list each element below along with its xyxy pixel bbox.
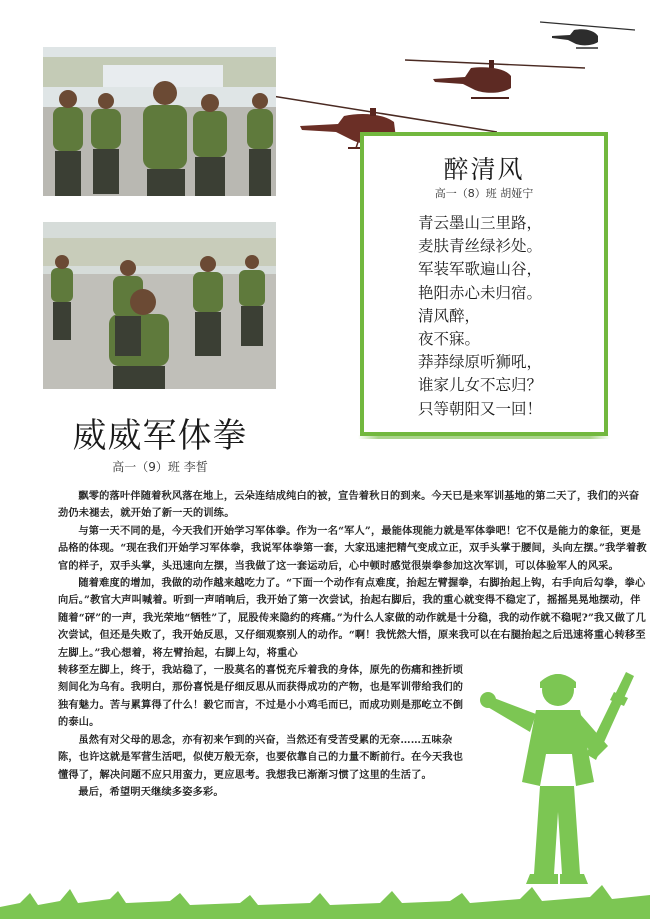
poem-line: 谁家儿女不忘归？ (418, 376, 543, 395)
drill-photo-top (43, 47, 276, 196)
helicopter-icon (405, 46, 585, 108)
helicopter-icon (540, 16, 635, 50)
poem-lines (418, 212, 594, 421)
poem-line: 清风醉， (418, 306, 481, 325)
article-paragraph: 与第一天不同的是，今天我们开始学习军体拳。作为一名“军人”，最能体现能力就是军体拳吧！它不仅是能力的象征，更是品格的体现。“现在我们开始学习军体拳，我说军体拳第一套，大家迅速把精气变成立正，双手头掌于腰间，头向左摆。”我学着教官的样子，双手头掌，头迅速向左摆，当我做了这一套运动后，心中顿时感觉很崇拳参加这次军训，可以体验军人的风采。 (58, 524, 647, 572)
poem-author: 高一（8）班 胡娅宁 (434, 187, 534, 200)
article-paragraph: 虽然有对父母的思念，亦有初来乍到的兴奋，当然还有受苦受累的无奈……五味杂陈，也许这就是军营生活吧，似使万般无奈，也要依靠自己的力量不断前行。在今天我也懂得了，解决问题不应只用蛮力，更应思考。我想我已渐渐习惯了这里的生活了。 (58, 733, 464, 781)
poem-line: 麦肤青丝绿衫处。 (418, 237, 543, 256)
poem-line: 只等朝阳又一回！ (418, 399, 543, 418)
article-title: 威威军体拳 (72, 416, 248, 456)
poem-line: 艳阳赤心未归宿。 (418, 283, 543, 302)
poem-line: 青云墨山三里路， (418, 214, 543, 232)
drill-photo-bottom (43, 222, 276, 389)
poem-line: 夜不寐。 (418, 330, 481, 349)
article-paragraph: 转移至左脚上，终于，我站稳了，一股莫名的喜悦充斥着我的身体，原先的伤痛和挫折顷刻间化为乌有。我明白，那份喜悦是仔细反思从而获得成功的产物，也是军训带给我们的独有魅力。苦与累算得了什么！毅它而言，不过是小小鸡毛而已，而成功则是那屹立不倒的泰山。 (58, 664, 464, 729)
article-paragraph: 飘零的落叶伴随着秋风落在地上，云朵连结成纯白的被，宣告着秋日的到来。今天已是来军训基地的第二天了，我们的兴奋劲仍未褪去，就开始了新一天的训练。 (58, 490, 640, 520)
poem-line: 军装军歌遍山谷， (418, 260, 543, 279)
soldier-silhouette-icon (476, 662, 646, 894)
grass-decoration (0, 863, 650, 919)
article-paragraph: 随着难度的增加，我做的动作越来越吃力了。“下面一个动作有点难度，抬起左臂握拳，右脚抬起上钩，右手向后勾拳，拳心向后。”教官大声叫喊着。听到一声哨响后，我开始了第一次尝试，抬起右脚后，我的重心就变得不稳定了，摇摇晃晃地摆动，伴随着“砰”的一声，我光荣地“牺牲”了，屁股传来隐约的疼痛。”为什么人家做的动作就是十分稳，我的动作就不稳呢?”我又做了几次尝试，但还是失败了，我开始反思，又仔细观察别人的动作。“啊！我恍然大悟，原来我可以在右腿抬起之后迅速将重心转移至左脚上。”我心想着，将左臂抬起，右脚上勾，将重心 (58, 577, 646, 659)
poem-box (360, 132, 608, 436)
poem-title: 醉清风 (443, 155, 525, 184)
article-paragraph: 最后，希望明天继续多姿多彩。 (78, 785, 224, 798)
article-author: 高一（9）班 李皙 (112, 460, 208, 474)
poem-line: 莽莽绿原听狮吼， (418, 353, 543, 372)
